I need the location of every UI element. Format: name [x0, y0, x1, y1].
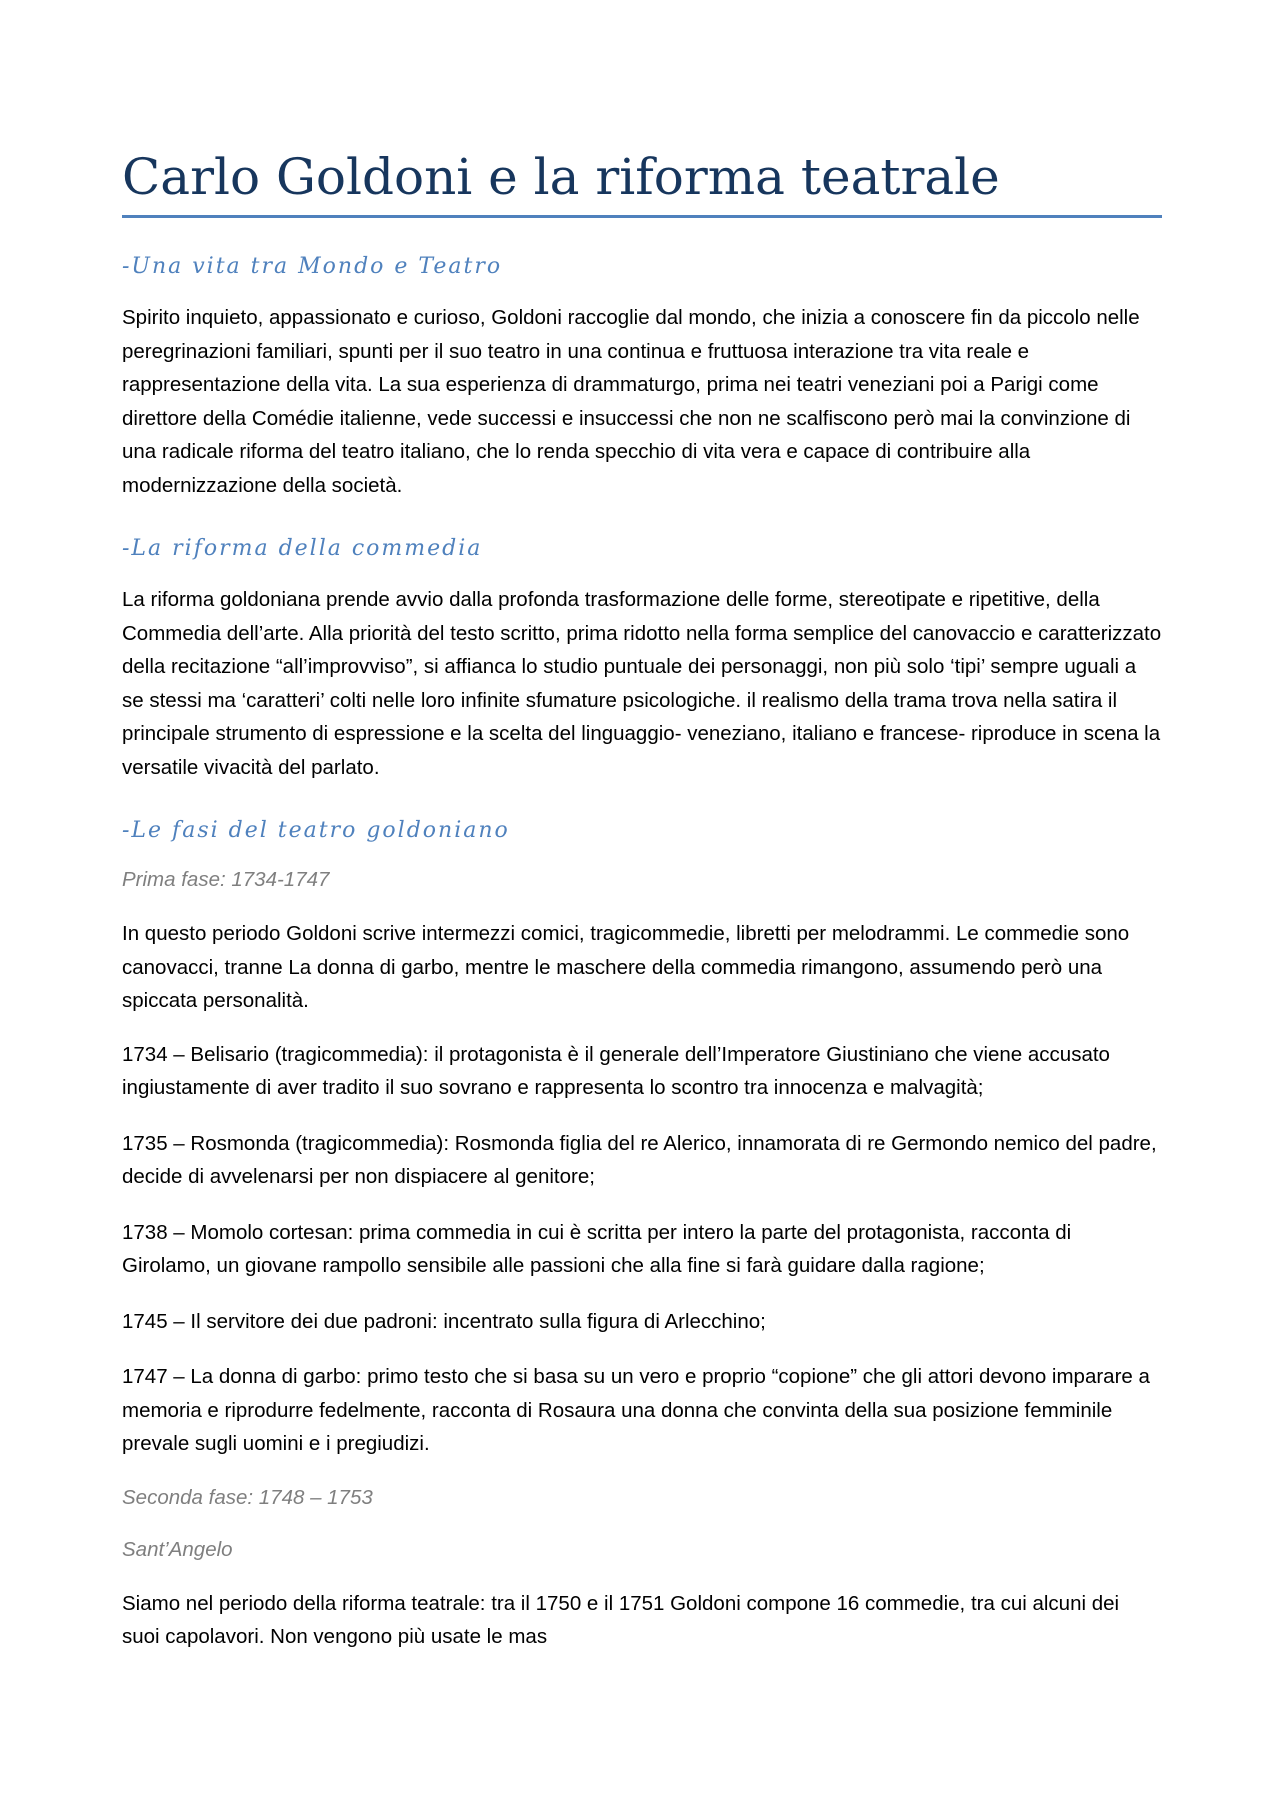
section-paragraph: La riforma goldoniana prende avvio dalla profonda trasformazione delle forme, stereotipate e ripetitive, della Commedia dell’arte. Alla priorità del testo scritto, prima ridotto nella forma semplice del canovaccio e caratterizzato della recitazione “all’improvviso”, si affianca lo studio puntuale dei personaggi, non più solo ‘tipi’ sempre uguali a se stessi ma ‘caratteri’ colti nelle loro infinite sfumature psicologiche. il realismo della trama trova nella satira il principale strumento di espressione e la scelta del linguaggio- veneziano, italiano e francese- riproduce in scena la versatile vivacità del parlato. [122, 588, 1162, 779]
phase-intro: Siamo nel periodo della riforma teatrale: tra il 1750 e il 1751 Goldoni compone 16 commedie, tra cui alcuni dei suoi capolavori. Non vengono più usate le mas [122, 1591, 1120, 1648]
section-heading: -La riforma della commedia [122, 536, 483, 561]
section-riforma [122, 536, 1162, 784]
section-fasi [122, 818, 1162, 1654]
section-paragraph: Spirito inquieto, appassionato e curioso, Goldoni raccoglie dal mondo, che inizia a conoscere fin da piccolo nelle peregrinazioni familiari, spunti per il suo teatro in una continua e fruttuosa interazione tra vita reale e rappresentazione della vita. La sua esperienza di drammaturgo, prima nei teatri veneziani poi a Parigi come direttore della Comédie italienne, vede successi e insuccessi che non ne scalfiscono però mai la convinzione di una radicale riforma del teatro italiano, che lo renda specchio di vita vera e capace di contribuire alla modernizzazione della società. [122, 306, 1140, 497]
document-title: Carlo Goldoni e la riforma teatrale [122, 150, 1162, 218]
section-heading: -Le fasi del teatro goldoniano [122, 818, 510, 843]
work-entry: 1735 – Rosmonda (tragicommedia): Rosmonda figlia del re Alerico, innamorata di re Germondo nemico del padre, decide di avvelenarsi per non dispiacere al genitore; [122, 1131, 1157, 1188]
section-vita [122, 254, 1162, 502]
work-entry: 1734 – Belisario (tragicommedia): il protagonista è il generale dell’Imperatore Giustiniano che viene accusato ingiustamente di aver tradito il suo sovrano e rappresenta lo scontro tra innocenza e malvagità; [122, 1042, 1110, 1099]
phase-sublabel: Sant’Angelo [122, 1537, 233, 1561]
phase-label: Seconda fase: 1748 – 1753 [122, 1485, 373, 1509]
section-heading: -Una vita tra Mondo e Teatro [122, 254, 503, 279]
work-entry: 1747 – La donna di garbo: primo testo che si basa su un vero e proprio “copione” che gli attori devono imparare a memoria e riprodurre fedelmente, racconta di Rosaura una donna che convinta della sua posizione femminile prevale sugli uomini e i pregiudizi. [122, 1365, 1150, 1455]
phase-label: Prima fase: 1734-1747 [122, 868, 330, 891]
work-entry: 1745 – Il servitore dei due padroni: incentrato sulla figura di Arlecchino; [122, 1309, 766, 1333]
phase-intro: In questo periodo Goldoni scrive intermezzi comici, tragicommedie, libretti per melodrammi. Le commedie sono canovacci, tranne La donna di garbo, mentre le maschere della commedia rimangono, assumendo però una spiccata personalità. [122, 922, 1130, 1012]
document-page [122, 150, 1162, 1674]
work-entry: 1738 – Momolo cortesan: prima commedia in cui è scritta per intero la parte del protagonista, racconta di Girolamo, un giovane rampollo sensibile alle passioni che alla fine si farà guidare dalla ragione; [122, 1220, 1072, 1277]
